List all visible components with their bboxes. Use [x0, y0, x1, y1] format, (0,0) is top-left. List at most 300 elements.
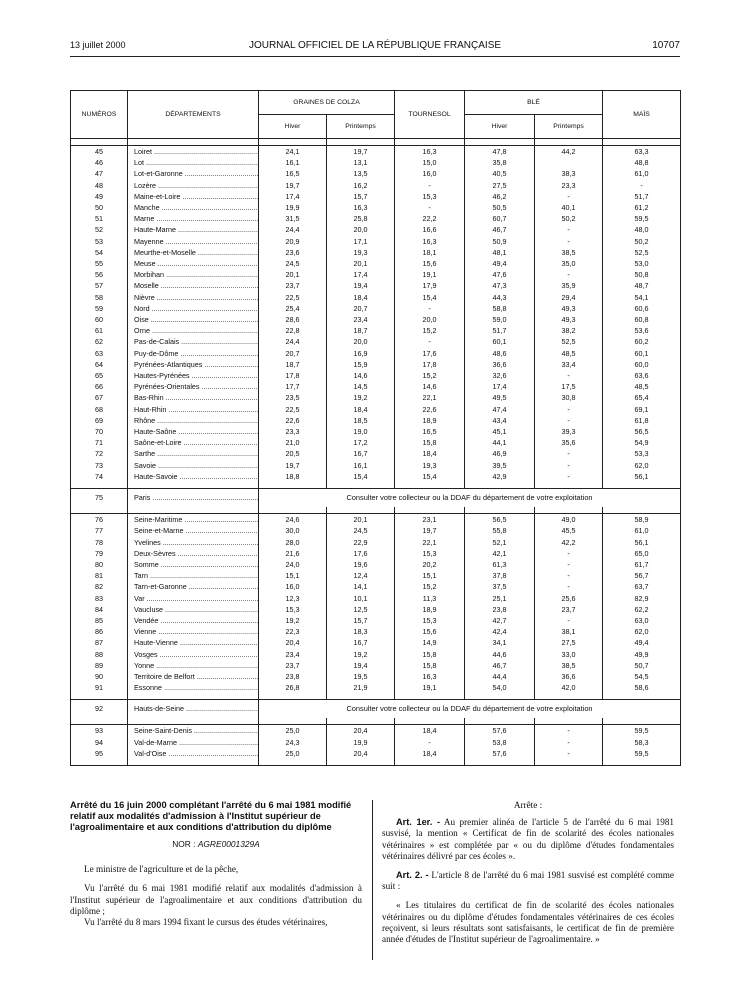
cell-mais: 63,0 — [603, 615, 681, 626]
cell-colza-printemps: 19,2 — [327, 392, 395, 403]
cell-ble-hiver: 48,1 — [465, 247, 535, 258]
row-departement: Vosges ..... — [128, 649, 259, 660]
row-num: 62 — [71, 336, 128, 347]
cell-ble-hiver: 47,4 — [465, 404, 535, 415]
col-header-ble: BLÉ — [465, 91, 603, 115]
cell-ble-hiver: 17,4 — [465, 381, 535, 392]
cell-ble-printemps: - — [535, 748, 603, 759]
cell-colza-printemps: 15,7 — [327, 191, 395, 202]
cell-ble-hiver: 57,6 — [465, 725, 535, 737]
cell-ble-printemps: 38,1 — [535, 626, 603, 637]
table-row — [71, 336, 681, 347]
row-departement: Orne ..... — [128, 325, 259, 336]
cell-tournesol: 15,8 — [395, 437, 465, 448]
table-row — [71, 471, 681, 482]
table-row — [71, 737, 681, 748]
table-row — [71, 604, 681, 615]
cell-tournesol: 16,6 — [395, 224, 465, 235]
cell-ble-printemps: - — [535, 548, 603, 559]
cell-colza-hiver: 24,6 — [259, 514, 327, 526]
cell-colza-printemps: 17,1 — [327, 236, 395, 247]
cell-ble-printemps: - — [535, 415, 603, 426]
cell-mais: 56,7 — [603, 570, 681, 581]
cell-colza-hiver: 16,5 — [259, 168, 327, 179]
cell-colza-printemps: 19,6 — [327, 559, 395, 570]
row-departement: Pyrénées-Atlantiques ..... — [128, 359, 259, 370]
cell-ble-hiver: 46,9 — [465, 448, 535, 459]
cell-mais: 60,8 — [603, 314, 681, 325]
cell-colza-hiver: 22,6 — [259, 415, 327, 426]
table-row — [71, 370, 681, 381]
cell-ble-hiver: 46,2 — [465, 191, 535, 202]
cell-ble-hiver: 55,8 — [465, 525, 535, 536]
cell-colza-printemps: 12,5 — [327, 604, 395, 615]
row-departement: Seine-Maritime ..... — [128, 514, 259, 526]
cell-colza-printemps: 13,1 — [327, 157, 395, 168]
cell-colza-hiver: 22,5 — [259, 404, 327, 415]
row-departement: Somme ..... — [128, 559, 259, 570]
cell-colza-hiver: 25,4 — [259, 303, 327, 314]
cell-tournesol: 17,6 — [395, 348, 465, 359]
cell-ble-hiver: 57,6 — [465, 748, 535, 759]
row-departement: Lozère ..... — [128, 180, 259, 191]
row-92-note: Consulter votre collecteur ou la DDAF du département de votre exploitation — [259, 700, 681, 719]
cell-mais: 60,0 — [603, 359, 681, 370]
row-departement: Yvelines ..... — [128, 537, 259, 548]
row-num: 55 — [71, 258, 128, 269]
cell-mais: 51,7 — [603, 191, 681, 202]
cell-colza-printemps: 14,6 — [327, 370, 395, 381]
cell-colza-printemps: 14,5 — [327, 381, 395, 392]
row-departement: Savoie ..... — [128, 460, 259, 471]
row-departement: Deux-Sèvres ..... — [128, 548, 259, 559]
cell-mais: 53,0 — [603, 258, 681, 269]
row-departement: Territoire de Belfort ..... — [128, 671, 259, 682]
cell-tournesol: 19,1 — [395, 269, 465, 280]
cell-mais: 48,7 — [603, 280, 681, 291]
subheader-colza-printemps: Printemps — [327, 115, 395, 139]
cell-ble-hiver: 47,8 — [465, 146, 535, 158]
row-num: 68 — [71, 404, 128, 415]
table-row — [71, 392, 681, 403]
cell-ble-hiver: 45,1 — [465, 426, 535, 437]
cell-colza-printemps: 15,9 — [327, 359, 395, 370]
table-row — [71, 682, 681, 693]
cell-tournesol: 14,6 — [395, 381, 465, 392]
cell-colza-printemps: 19,9 — [327, 737, 395, 748]
cell-mais: 48,8 — [603, 157, 681, 168]
row-num: 88 — [71, 649, 128, 660]
row-num: 52 — [71, 224, 128, 235]
cell-mais: 49,4 — [603, 637, 681, 648]
table-row — [71, 269, 681, 280]
cell-colza-hiver: 26,8 — [259, 682, 327, 693]
cell-colza-printemps: 20,1 — [327, 258, 395, 269]
row-num: 67 — [71, 392, 128, 403]
cell-ble-hiver: 50,5 — [465, 202, 535, 213]
cell-colza-printemps: 20,0 — [327, 224, 395, 235]
cell-tournesol: - — [395, 180, 465, 191]
article-2: Art. 2. - L'article 8 de l'arrêté du 6 mai 1981 susvisé est complété comme suit : — [382, 870, 674, 892]
table-body-92 — [71, 700, 681, 719]
cell-tournesol: 15,2 — [395, 581, 465, 592]
cell-mais: 59,5 — [603, 748, 681, 759]
row-num: 94 — [71, 737, 128, 748]
row-num: 73 — [71, 460, 128, 471]
cell-ble-hiver: 25,1 — [465, 593, 535, 604]
table-row — [71, 660, 681, 671]
cell-colza-printemps: 16,7 — [327, 448, 395, 459]
cell-tournesol: 18,9 — [395, 604, 465, 615]
row-departement: Meurthe-et-Moselle ..... — [128, 247, 259, 258]
cell-ble-hiver: 47,6 — [465, 269, 535, 280]
cell-tournesol: 14,9 — [395, 637, 465, 648]
cell-mais: 82,9 — [603, 593, 681, 604]
cell-ble-hiver: 44,4 — [465, 671, 535, 682]
cell-ble-hiver: 59,0 — [465, 314, 535, 325]
cell-tournesol: 17,8 — [395, 359, 465, 370]
table-row — [71, 325, 681, 336]
cell-ble-hiver: 52,1 — [465, 537, 535, 548]
cell-ble-hiver: 39,5 — [465, 460, 535, 471]
cell-ble-hiver: 58,8 — [465, 303, 535, 314]
cell-ble-hiver: 50,9 — [465, 236, 535, 247]
row-departement: Vienne ..... — [128, 626, 259, 637]
cell-ble-printemps: - — [535, 725, 603, 737]
cell-ble-hiver: 34,1 — [465, 637, 535, 648]
row-departement: Tarn-et-Garonne ..... — [128, 581, 259, 592]
row-departement: Val-de-Marne ..... — [128, 737, 259, 748]
row-92-num: 92 — [71, 700, 128, 719]
cell-ble-printemps: 29,4 — [535, 292, 603, 303]
paragraph-vu-1981: Vu l'arrêté du 6 mai 1981 modifié relatif aux modalités d'admission à l'Institut supérieur de l'agroalimentaire et aux conditions d'attribution du diplôme ; — [70, 883, 362, 916]
cell-ble-printemps: 48,5 — [535, 348, 603, 359]
row-spacer — [71, 139, 681, 146]
row-num: 91 — [71, 682, 128, 693]
cell-ble-hiver: 36,6 — [465, 359, 535, 370]
cell-mais: 58,3 — [603, 737, 681, 748]
cell-tournesol: - — [395, 303, 465, 314]
cell-mais: 61,0 — [603, 525, 681, 536]
cell-tournesol: - — [395, 202, 465, 213]
row-num: 51 — [71, 213, 128, 224]
cell-ble-hiver: 49,5 — [465, 392, 535, 403]
cell-colza-hiver: 23,7 — [259, 660, 327, 671]
row-num: 77 — [71, 525, 128, 536]
cell-tournesol: 11,3 — [395, 593, 465, 604]
cell-colza-printemps: 18,3 — [327, 626, 395, 637]
cell-colza-hiver: 25,0 — [259, 748, 327, 759]
cell-mais: 56,1 — [603, 537, 681, 548]
cell-ble-hiver: 56,5 — [465, 514, 535, 526]
cell-colza-printemps: 18,4 — [327, 404, 395, 415]
cell-colza-hiver: 19,7 — [259, 460, 327, 471]
cell-colza-hiver: 24,5 — [259, 258, 327, 269]
row-departement: Meuse ..... — [128, 258, 259, 269]
row-num: 60 — [71, 314, 128, 325]
cell-ble-printemps: 45,5 — [535, 525, 603, 536]
row-departement: Haute-Savoie ..... — [128, 471, 259, 482]
cell-mais: 62,2 — [603, 604, 681, 615]
article-2-quote: « Les titulaires du certificat de fin de scolarité des écoles nationales vétérinaires ou du diplôme d'études fondamentales vétérinaires de ces écoles reçoivent, si leurs résultats sont satisfaisants, le certificat de fin de première année d'études de l'Institut supérieur de l'agroalimentaire. » — [382, 900, 674, 945]
cell-mais: 58,6 — [603, 682, 681, 693]
cell-tournesol: 22,2 — [395, 213, 465, 224]
row-num: 72 — [71, 448, 128, 459]
page-header — [70, 40, 680, 54]
cell-ble-hiver: 23,8 — [465, 604, 535, 615]
table-row — [71, 593, 681, 604]
row-departement: Seine-Saint-Denis ..... — [128, 725, 259, 737]
row-num: 90 — [71, 671, 128, 682]
cell-mais: 58,9 — [603, 514, 681, 526]
row-num: 56 — [71, 269, 128, 280]
cell-tournesol: 15,6 — [395, 258, 465, 269]
cell-ble-printemps: 23,7 — [535, 604, 603, 615]
cell-mais: 53,6 — [603, 325, 681, 336]
cell-tournesol: 15,3 — [395, 615, 465, 626]
cell-mais: 60,1 — [603, 348, 681, 359]
row-num: 53 — [71, 236, 128, 247]
cell-tournesol: - — [395, 737, 465, 748]
cell-ble-printemps: 49,0 — [535, 514, 603, 526]
row-departement: Mayenne ..... — [128, 236, 259, 247]
cell-mais: 54,9 — [603, 437, 681, 448]
row-departement: Nièvre ..... — [128, 292, 259, 303]
cell-mais: 48,5 — [603, 381, 681, 392]
cell-colza-printemps: 19,0 — [327, 426, 395, 437]
cell-mais: 54,5 — [603, 671, 681, 682]
cell-colza-hiver: 24,1 — [259, 146, 327, 158]
row-spacer — [71, 759, 681, 766]
cell-mais: 48,0 — [603, 224, 681, 235]
row-num: 49 — [71, 191, 128, 202]
row-num: 50 — [71, 202, 128, 213]
table-row — [71, 292, 681, 303]
table-body-45-74 — [71, 139, 681, 489]
cell-mais: 56,5 — [603, 426, 681, 437]
row-92-departement: Hauts-de-Seine ..... — [128, 700, 259, 719]
cell-mais: 54,1 — [603, 292, 681, 303]
table-body-75 — [71, 489, 681, 508]
cell-ble-printemps: 38,5 — [535, 247, 603, 258]
cell-ble-hiver: 44,3 — [465, 292, 535, 303]
paragraph-vu-1994: Vu l'arrêté du 8 mars 1994 fixant le cursus des études vétérinaires, — [84, 917, 328, 928]
table-row — [71, 525, 681, 536]
row-departement: Essonne ..... — [128, 682, 259, 693]
cell-colza-hiver: 31,5 — [259, 213, 327, 224]
row-departement: Vaucluse ..... — [128, 604, 259, 615]
cell-colza-printemps: 21,9 — [327, 682, 395, 693]
cell-mais: 69,1 — [603, 404, 681, 415]
cell-ble-printemps: - — [535, 404, 603, 415]
cell-ble-hiver: 32,6 — [465, 370, 535, 381]
row-num: 84 — [71, 604, 128, 615]
cell-ble-printemps: - — [535, 737, 603, 748]
row-departement: Manche ..... — [128, 202, 259, 213]
cell-colza-hiver: 20,5 — [259, 448, 327, 459]
row-departement: Haute-Marne ..... — [128, 224, 259, 235]
cell-tournesol: 15,2 — [395, 370, 465, 381]
row-num: 70 — [71, 426, 128, 437]
table-row — [71, 748, 681, 759]
cell-colza-printemps: 19,4 — [327, 280, 395, 291]
cell-mais: - — [603, 180, 681, 191]
table-row — [71, 649, 681, 660]
row-num: 78 — [71, 537, 128, 548]
cell-mais: 60,2 — [603, 336, 681, 347]
row-departement: Morbihan ..... — [128, 269, 259, 280]
cell-colza-hiver: 23,7 — [259, 280, 327, 291]
cell-ble-printemps: 38,5 — [535, 660, 603, 671]
cell-tournesol: 15,3 — [395, 191, 465, 202]
cell-ble-hiver: 35,8 — [465, 157, 535, 168]
header-title: JOURNAL OFFICIEL DE LA RÉPUBLIQUE FRANÇAISE — [248, 40, 502, 51]
cell-mais: 59,5 — [603, 213, 681, 224]
cell-colza-hiver: 28,0 — [259, 537, 327, 548]
cell-colza-hiver: 30,0 — [259, 525, 327, 536]
table-row — [71, 460, 681, 471]
cell-ble-printemps: 38,2 — [535, 325, 603, 336]
cell-mais: 53,3 — [603, 448, 681, 459]
cell-mais: 50,2 — [603, 236, 681, 247]
cell-tournesol: 15,1 — [395, 570, 465, 581]
cell-ble-printemps: - — [535, 559, 603, 570]
table-row — [71, 514, 681, 526]
cell-tournesol: 16,3 — [395, 671, 465, 682]
cell-tournesol: 23,1 — [395, 514, 465, 526]
row-num: 58 — [71, 292, 128, 303]
row-num: 46 — [71, 157, 128, 168]
cell-tournesol: 22,1 — [395, 537, 465, 548]
table-row — [71, 314, 681, 325]
cell-tournesol: 22,1 — [395, 392, 465, 403]
row-num: 63 — [71, 348, 128, 359]
cell-ble-printemps: - — [535, 615, 603, 626]
row-departement: Nord ..... — [128, 303, 259, 314]
cell-tournesol: 18,1 — [395, 247, 465, 258]
table-row — [71, 448, 681, 459]
row-num: 95 — [71, 748, 128, 759]
table-row — [71, 381, 681, 392]
table-row — [71, 258, 681, 269]
cell-colza-hiver: 18,7 — [259, 359, 327, 370]
cell-ble-printemps: 36,6 — [535, 671, 603, 682]
row-num: 93 — [71, 725, 128, 737]
cell-ble-printemps: 35,0 — [535, 258, 603, 269]
cell-tournesol: 15,0 — [395, 157, 465, 168]
cell-ble-printemps: 33,0 — [535, 649, 603, 660]
cell-colza-hiver: 19,2 — [259, 615, 327, 626]
cell-ble-hiver: 51,7 — [465, 325, 535, 336]
cell-colza-printemps: 18,7 — [327, 325, 395, 336]
table-row — [71, 224, 681, 235]
row-num: 69 — [71, 415, 128, 426]
table-row — [71, 570, 681, 581]
table-row — [71, 626, 681, 637]
cell-ble-hiver: 27,5 — [465, 180, 535, 191]
row-75-departement: Paris ..... — [128, 489, 259, 508]
table-row — [71, 303, 681, 314]
cell-ble-hiver: 40,5 — [465, 168, 535, 179]
table-row — [71, 404, 681, 415]
table-row — [71, 537, 681, 548]
row-departement: Haut-Rhin ..... — [128, 404, 259, 415]
cell-ble-printemps: - — [535, 448, 603, 459]
cell-colza-printemps: 18,5 — [327, 415, 395, 426]
row-departement: Haute-Saône ..... — [128, 426, 259, 437]
cell-ble-printemps: 49,3 — [535, 314, 603, 325]
table-row — [71, 348, 681, 359]
cell-colza-hiver: 19,9 — [259, 202, 327, 213]
row-num: 57 — [71, 280, 128, 291]
row-departement: Lot-et-Garonne ..... — [128, 168, 259, 179]
cell-colza-printemps: 16,9 — [327, 348, 395, 359]
cell-ble-printemps: 39,3 — [535, 426, 603, 437]
article-left-column — [70, 800, 362, 928]
row-departement: Tarn ..... — [128, 570, 259, 581]
row-num: 76 — [71, 514, 128, 526]
cell-ble-printemps: 33,4 — [535, 359, 603, 370]
cell-tournesol: 17,9 — [395, 280, 465, 291]
yield-table — [70, 90, 681, 766]
row-num: 64 — [71, 359, 128, 370]
table-row — [71, 426, 681, 437]
cell-tournesol: 19,7 — [395, 525, 465, 536]
row-departement: Rhône ..... — [128, 415, 259, 426]
cell-ble-printemps: 44,2 — [535, 146, 603, 158]
cell-tournesol: 16,0 — [395, 168, 465, 179]
table-row — [71, 213, 681, 224]
cell-colza-hiver: 20,7 — [259, 348, 327, 359]
cell-mais: 63,3 — [603, 146, 681, 158]
table-row — [71, 280, 681, 291]
cell-ble-printemps: 17,5 — [535, 381, 603, 392]
cell-mais: 65,0 — [603, 548, 681, 559]
cell-tournesol: 20,2 — [395, 559, 465, 570]
cell-colza-printemps: 16,7 — [327, 637, 395, 648]
header-page-number: 10707 — [652, 40, 680, 51]
cell-tournesol: 19,1 — [395, 682, 465, 693]
cell-colza-hiver: 20,9 — [259, 236, 327, 247]
article-title: Arrêté du 16 juin 2000 complétant l'arrêté du 6 mai 1981 modifié relatif aux modalités d'admission à l'Institut supérieur de l'agroalimentaire et aux conditions d'attribution du diplôme — [70, 800, 352, 832]
cell-ble-hiver: 42,7 — [465, 615, 535, 626]
row-departement: Loiret ..... — [128, 146, 259, 158]
table-row — [71, 671, 681, 682]
table-row — [71, 559, 681, 570]
table-row — [71, 615, 681, 626]
row-departement: Sarthe ..... — [128, 448, 259, 459]
cell-mais: 59,5 — [603, 725, 681, 737]
cell-ble-printemps: - — [535, 191, 603, 202]
row-departement: Yonne ..... — [128, 660, 259, 671]
row-num: 71 — [71, 437, 128, 448]
cell-ble-hiver: 46,7 — [465, 224, 535, 235]
table-row — [71, 725, 681, 737]
cell-ble-hiver: 48,6 — [465, 348, 535, 359]
row-departement: Lot ..... — [128, 157, 259, 168]
cell-mais: 50,8 — [603, 269, 681, 280]
col-header-num: NUMÉROS — [71, 91, 128, 139]
cell-colza-hiver: 16,0 — [259, 581, 327, 592]
cell-ble-printemps: - — [535, 581, 603, 592]
cell-tournesol: 15,8 — [395, 649, 465, 660]
cell-mais: 63,7 — [603, 581, 681, 592]
cell-colza-hiver: 22,8 — [259, 325, 327, 336]
cell-ble-printemps: 38,3 — [535, 168, 603, 179]
cell-tournesol: 18,9 — [395, 415, 465, 426]
cell-ble-hiver: 49,4 — [465, 258, 535, 269]
row-departement: Marne ..... — [128, 213, 259, 224]
